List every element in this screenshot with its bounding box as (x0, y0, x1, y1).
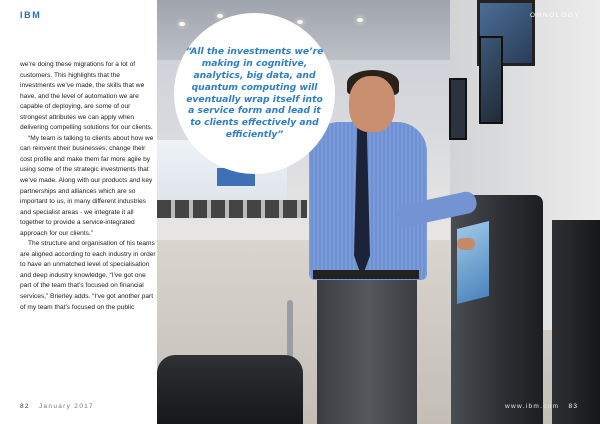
checkin-desks (157, 200, 307, 218)
man-trousers (317, 278, 417, 424)
man-hand (457, 238, 475, 250)
ceiling-light (357, 18, 363, 22)
right-folio (505, 403, 578, 410)
kiosk-screen (457, 221, 489, 304)
paragraph-3: The structure and organisation of his teams are aligned according to each industry in order to have an unmatched level of specialisation and deep industry knowledge. “I’ve got one part of the team that’s focused on financial services,” Brierley adds. “I’ve got another part of my team that’s focused on the public (20, 240, 156, 311)
man-head (349, 76, 395, 132)
right-page-number: 83 (568, 403, 579, 410)
ceiling-light (217, 14, 223, 18)
ceiling-light (179, 22, 185, 26)
section-label: OHNOLOGY (530, 12, 581, 19)
wall-screen (479, 36, 503, 124)
left-folio (20, 403, 94, 410)
brand-logo: IBM (20, 10, 42, 20)
pull-quote-circle (174, 13, 335, 174)
ceiling-light (297, 20, 303, 24)
pull-quote: “All the investments we’re making in cognitive, analytics, big data, and quantum computing will eventually wrap itself into a service form and lead it to clients effectively and efficiently” (185, 45, 324, 141)
article-body (20, 60, 156, 313)
man-belt (313, 270, 419, 279)
left-page (0, 0, 157, 424)
issue-date: January 2017 (38, 403, 94, 410)
second-kiosk (552, 220, 600, 424)
website-url: www.ibm.com (505, 403, 560, 410)
paragraph-2: “My team is talking to clients about how we can reinvent their businesses, change their cost profile and make them far more agile by using some of the strategic investments that we’ve made. Along with our products and key partnerships and alliances which are so important to us, in many different industries and specialist areas - we integrate it all together to provide a service-integrated approach for our clients.” (20, 134, 154, 237)
suitcase (157, 355, 303, 424)
wall-screen (449, 78, 467, 140)
left-page-number: 82 (20, 403, 30, 410)
paragraph-1: we’re doing these migrations for a lot of customers. This highlights that the investments we’ve made, the skills that we have, and the level of automation we are capable of deploying, are some of our strongest attributes we can apply when delivering compelling solutions for our clients. (20, 61, 153, 132)
